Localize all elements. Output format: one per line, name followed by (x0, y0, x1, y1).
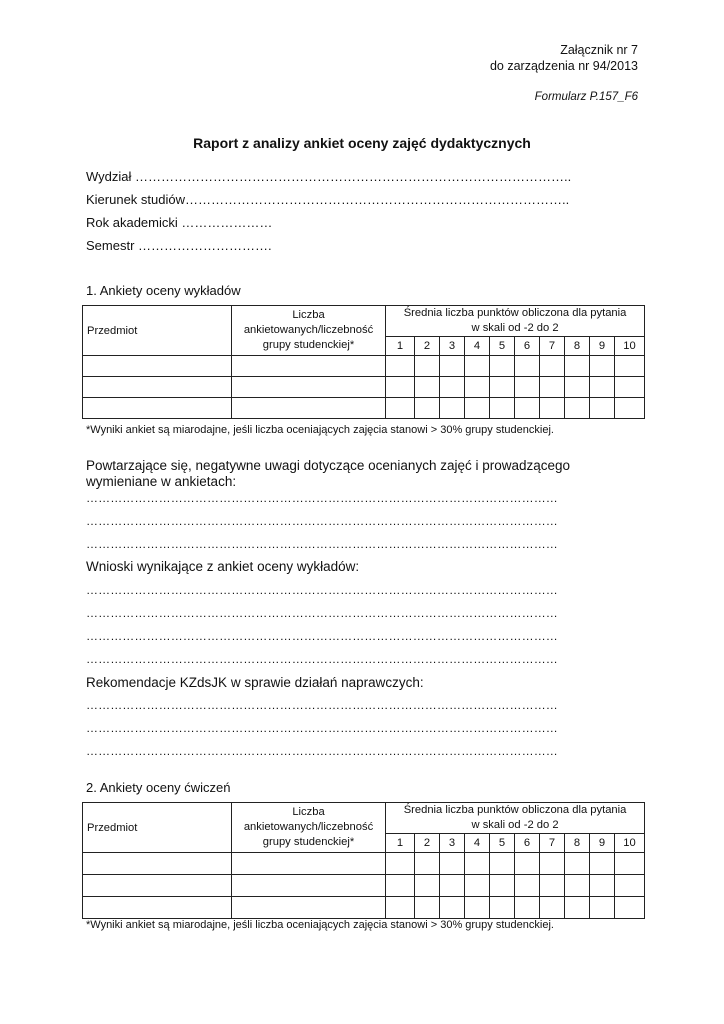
form-code: Formularz P.157_F6 (534, 91, 638, 103)
dotted-line: ……………………………………………………………………………………………………… (86, 629, 558, 643)
respondent-count-header (232, 306, 386, 356)
question-number: 10 (615, 337, 645, 356)
conclusions-label: Wnioski wynikające z ankiet oceny wykładów: (86, 559, 360, 574)
dotted-line: ……………………………………………………………………………………………………… (86, 652, 558, 666)
dotted-line: ……………………………………………………………………………………………………… (86, 698, 558, 712)
negative-remarks-label-line2: wymieniane w ankietach: (86, 474, 237, 489)
question-number: 3 (440, 834, 465, 853)
question-number: 10 (615, 834, 645, 853)
respondent-count-header-line2: ankietowanych/liczebność (243, 821, 374, 833)
question-number: 7 (540, 337, 565, 356)
question-number: 1 (386, 834, 415, 853)
question-number: 5 (490, 337, 515, 356)
question-number: 2 (415, 834, 440, 853)
respondent-count-header-line3: grupy studenckiej* (262, 339, 355, 351)
dotted-line: ……………………………………………………………………………………………………… (86, 721, 558, 735)
average-score-header-line1: Średnia liczba punktów obliczona dla pytania (403, 307, 627, 319)
table-footnote: *Wyniki ankiet są miarodajne, jeśli liczba oceniających zajęcia stanowi > 30% grupy studenckiej. (86, 919, 554, 931)
faculty-field: Wydział ……………………………………………………………………………………….. (86, 169, 572, 184)
respondent-count-header-line1: Liczba (292, 806, 325, 818)
recommendations-label: Rekomendacje KZdsJK w sprawie działań naprawczych: (86, 675, 424, 690)
average-score-header (386, 803, 645, 834)
table-row (83, 377, 645, 398)
question-number: 8 (565, 337, 590, 356)
field-of-study-field: Kierunek studiów…………………………………………………………………………….. (86, 192, 570, 207)
question-number: 6 (515, 337, 540, 356)
respondent-count-header-line3: grupy studenckiej* (262, 836, 355, 848)
question-number: 6 (515, 834, 540, 853)
respondent-count-header-line2: ankietowanych/liczebność (243, 324, 374, 336)
respondent-count-header (232, 803, 386, 853)
exercise-survey-table (82, 802, 645, 919)
dotted-line: ……………………………………………………………………………………………………… (86, 744, 558, 758)
table-row (83, 398, 645, 419)
respondent-count-header-line1: Liczba (292, 309, 325, 321)
semester-field: Semestr …………………………. (86, 238, 272, 253)
table-footnote: *Wyniki ankiet są miarodajne, jeśli liczba oceniających zajęcia stanowi > 30% grupy studenckiej. (86, 424, 554, 436)
dotted-line: ……………………………………………………………………………………………………… (86, 606, 558, 620)
average-score-header-line2: w skali od -2 do 2 (471, 322, 559, 334)
page-title: Raport z analizy ankiet oceny zajęć dydaktycznych (193, 135, 531, 151)
question-number: 4 (465, 834, 490, 853)
average-score-header-line1: Średnia liczba punktów obliczona dla pytania (403, 804, 627, 816)
subject-header: Przedmiot (83, 803, 232, 853)
question-number: 3 (440, 337, 465, 356)
question-number: 8 (565, 834, 590, 853)
dotted-line: ……………………………………………………………………………………………………… (86, 583, 558, 597)
negative-remarks-label-line1: Powtarzające się, negatywne uwagi dotyczące ocenianych zajęć i prowadzącego (86, 458, 571, 473)
table-row (83, 875, 645, 897)
negative-remarks-label (86, 458, 570, 490)
table-row (83, 356, 645, 377)
average-score-header-line2: w skali od -2 do 2 (471, 819, 559, 831)
question-number: 9 (590, 337, 615, 356)
question-number: 7 (540, 834, 565, 853)
question-number: 5 (490, 834, 515, 853)
academic-year-field: Rok akademicki ………………… (86, 215, 273, 230)
section-2-heading: 2. Ankiety oceny ćwiczeń (86, 780, 231, 795)
regulation-reference: do zarządzenia nr 94/2013 (489, 59, 638, 73)
question-number: 1 (386, 337, 415, 356)
dotted-line: ……………………………………………………………………………………………………… (86, 537, 558, 551)
question-number: 2 (415, 337, 440, 356)
lecture-survey-table (82, 305, 645, 419)
dotted-line: ……………………………………………………………………………………………………… (86, 514, 558, 528)
dotted-line: ……………………………………………………………………………………………………… (86, 491, 558, 505)
annex-number: Załącznik nr 7 (560, 43, 638, 57)
average-score-header (386, 306, 645, 337)
table-row (83, 853, 645, 875)
question-number: 4 (465, 337, 490, 356)
table-row (83, 897, 645, 919)
subject-header: Przedmiot (83, 306, 232, 356)
question-number: 9 (590, 834, 615, 853)
section-1-heading: 1. Ankiety oceny wykładów (86, 283, 241, 298)
